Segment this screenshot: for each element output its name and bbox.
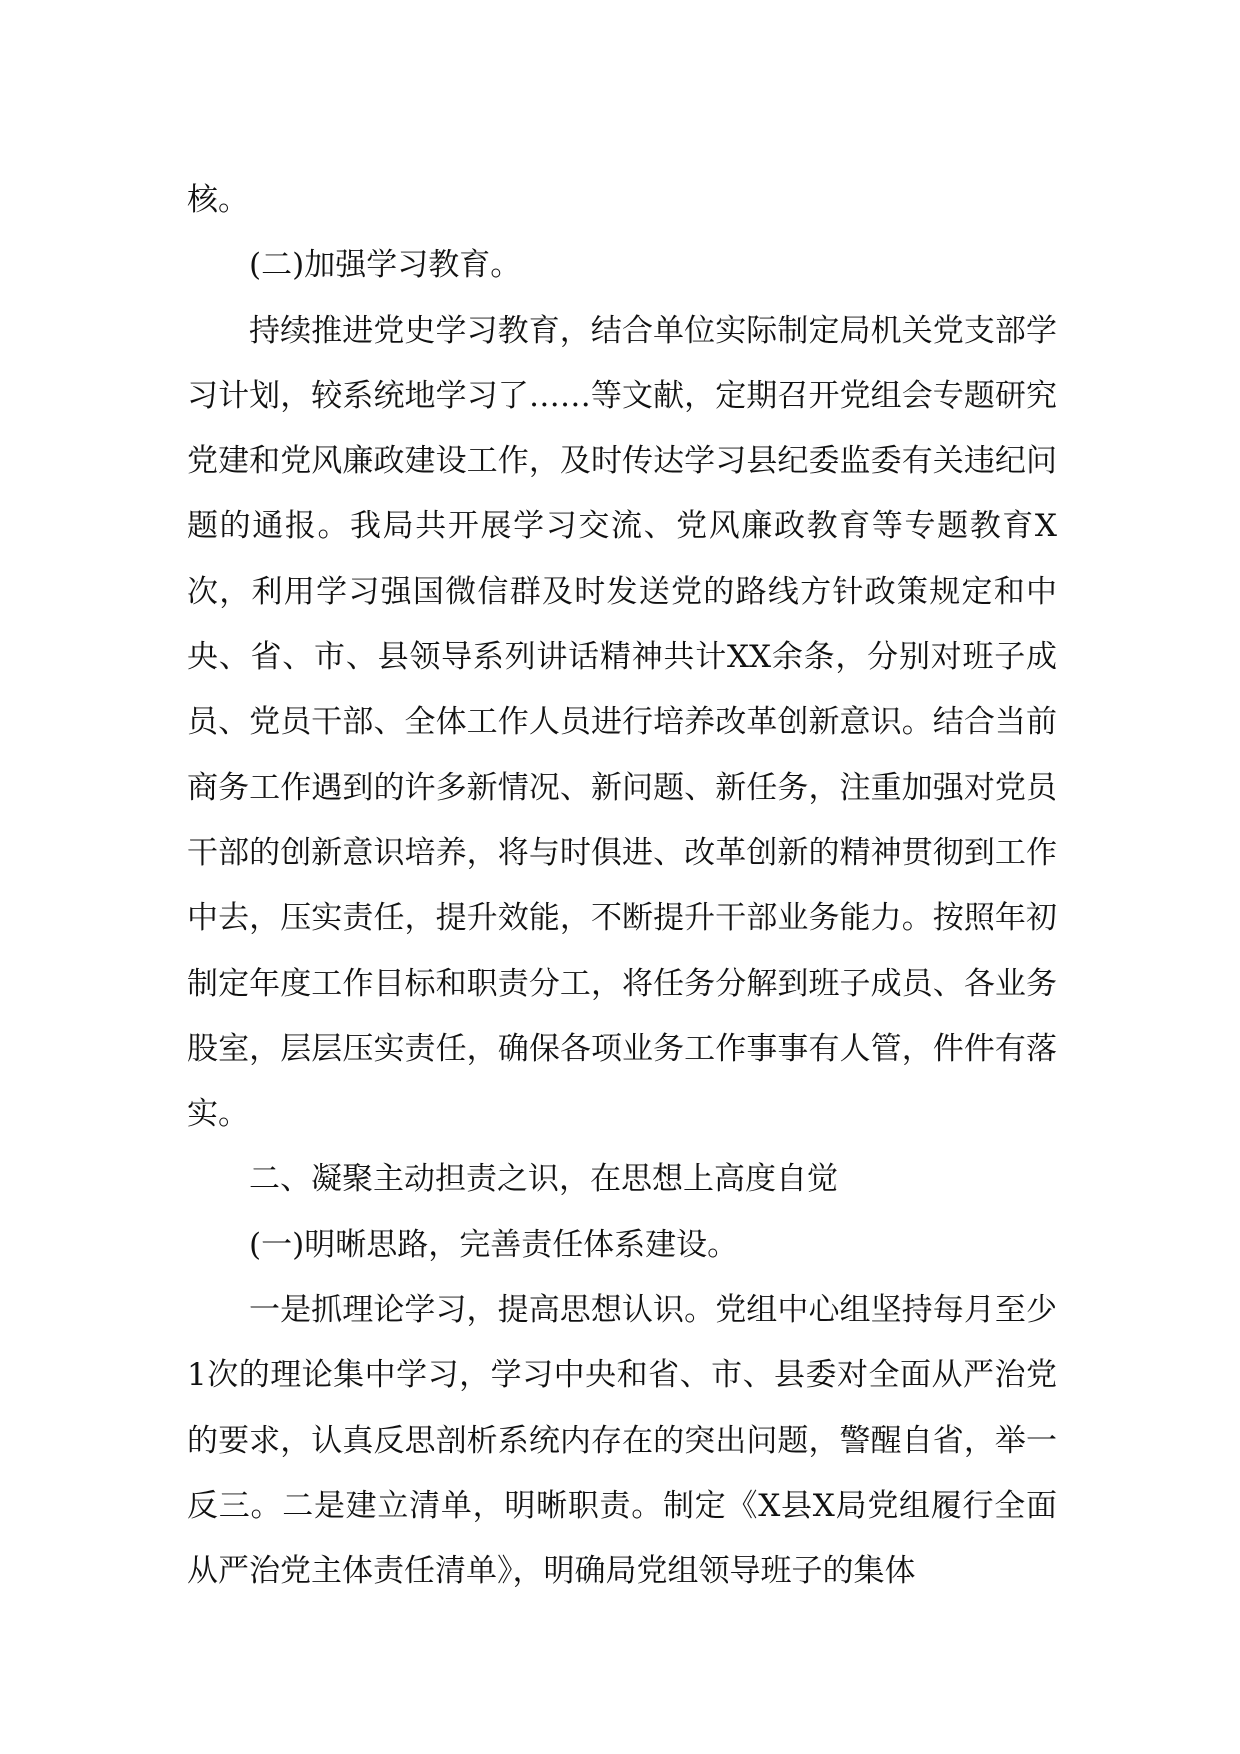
section-heading-strengthen-study: (二)加强学习教育。 [249,247,522,284]
paragraph-continuation: 核。 [187,182,249,218]
document-body [187,168,1057,1605]
paragraph-study-education: 持续推进党史学习教育，结合单位实际制定局机关党支部学习计划，较系统地学习了……等文献，定期召开党组会专题研究党建和党风廉政建设工作，及时传达学习县纪委监委有关违纪问题的通报。我局共开展学习交流、党风廉政教育等专题教育X次，利用学习强国微信群及时发送党的路线方针政策规定和中央、省、市、县领导系列讲话精神共计XX余条，分别对班子成员、党员干部、全体工作人员进行培养改革创新意识。结合当前商务工作遇到的许多新情况、新问题、新任务，注重加强对党员干部的创新意识培养，将与时俱进、改革创新的精神贯彻到工作中去，压实责任，提升效能，不断提升干部业务能力。按照年初制定年度工作目标和职责分工，将任务分解到班子成员、各业务股室，层层压实责任，确保各项业务工作事事有人管，件件有落实。 [187,312,1057,1133]
section-heading-clarify-thinking: (一)明晰思路，完善责任体系建设。 [249,1226,739,1263]
section-heading-two: 二、凝聚主动担责之识，在思想上高度自觉 [249,1161,838,1198]
paragraph-theory-study: 一是抓理论学习，提高思想认识。党组中心组坚持每月至少1次的理论集中学习，学习中央和省、市、县委对全面从严治党的要求，认真反思剖析系统内存在的突出问题，警醒自省，举一反三。二是建立清单，明晰职责。制定《X县X局党组履行全面从严治党主体责任清单》，明确局党组领导班子的集体 [187,1292,1057,1590]
